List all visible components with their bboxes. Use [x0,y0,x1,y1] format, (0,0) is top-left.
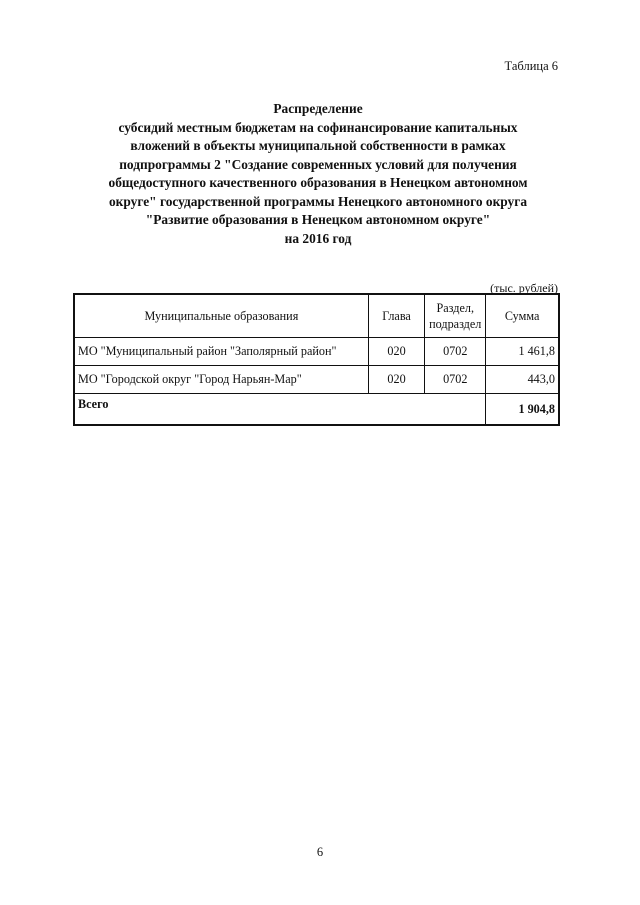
cell-section: 0702 [425,366,486,394]
document-title [70,100,566,248]
total-label: Всего [74,394,486,426]
column-header-section [425,294,486,338]
cell-municipality: МО "Городской округ "Город Нарьян-Мар" [74,366,368,394]
cell-municipality: МО "Муниципальный район "Заполярный район" [74,338,368,366]
title-line: на 2016 год [284,230,352,246]
title-line: округе" государственной программы Ненецкого автономного округа [108,193,528,209]
units-note: (тыс. рублей) [490,281,558,295]
table-header-row [74,294,559,338]
table-row [74,338,559,366]
title-line: общедоступного качественного образования в Ненецком автономном [108,175,528,190]
cell-chapter: 020 [368,338,424,366]
title-line: субсидий местным бюджетам на софинансирование капитальных [118,119,518,135]
cell-sum: 1 461,8 [486,338,559,366]
table-number-label: Таблица 6 [504,59,558,73]
total-sum: 1 904,8 [486,394,559,426]
title-line: вложений в объекты муниципальной собственности в рамках [130,138,506,153]
subsidy-table [73,293,560,426]
page-number: 6 [316,845,324,859]
column-header-section-text: Раздел, подраздел [429,301,482,331]
cell-sum: 443,0 [486,366,559,394]
cell-chapter: 020 [368,366,424,394]
table-row [74,366,559,394]
title-line: "Развитие образования в Ненецком автономном округе" [145,212,491,227]
column-header-sum: Сумма [486,294,559,338]
column-header-chapter: Глава [368,294,424,338]
cell-section: 0702 [425,338,486,366]
table-total-row [74,394,559,426]
column-header-municipality: Муниципальные образования [74,294,368,338]
title-line: подпрограммы 2 "Создание современных условий для получения [119,156,517,172]
title-line: Распределение [273,101,363,116]
